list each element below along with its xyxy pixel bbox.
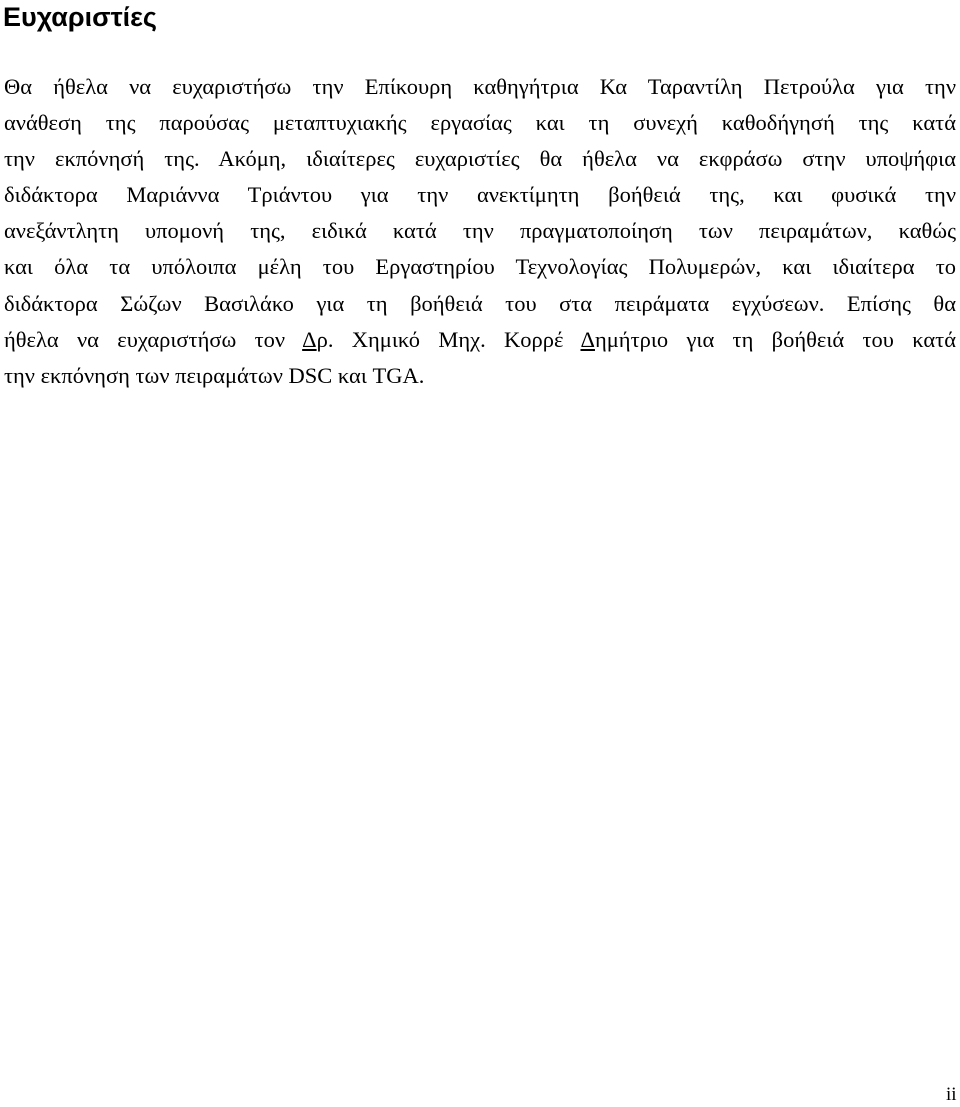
paragraph-line-6: και όλα τα υπόλοιπα μέλη του Εργαστηρίου Τεχνολογίας Πολυμερών, και ιδιαίτερα το [4, 254, 956, 280]
paragraph-line-5: ανεξάντλητη υπομονή της, ειδικά κατά την πραγματοποίηση των πειραμάτων, καθώς [4, 218, 956, 244]
line-8-text: ρ. Χημικό Μηχ. Κορρέ [316, 326, 581, 352]
paragraph-line-8 [4, 322, 956, 358]
paragraph-line-3: την εκπόνησή της. Ακόμη, ιδιαίτερες ευχαριστίες θα ήθελα να εκφράσω στην υποψήφια [4, 146, 956, 172]
underlined-letter: Δ [302, 326, 317, 352]
line-8-text: ήθελα να ευχαριστήσω τον [4, 326, 303, 352]
paragraph-line-1: Θα ήθελα να ευχαριστήσω την Επίκουρη καθηγήτρια Κα Ταραντίλη Πετρούλα για την [4, 74, 956, 99]
underlined-letter: Δ [580, 326, 595, 352]
acknowledgements-paragraph [4, 69, 956, 394]
paragraph-line-7: διδάκτορα Σώζων Βασιλάκο για τη βοήθειά του στα πειράματα εγχύσεων. Επίσης θα [4, 290, 956, 316]
line-8-text: ημήτριο για τη βοήθειά του κατά [594, 326, 956, 352]
paragraph-line-2: ανάθεση της παρούσας μεταπτυχιακής εργασίας και τη συνεχή καθοδήγησή της κατά [4, 110, 956, 136]
paragraph-line-4: διδάκτορα Μαριάννα Τριάντου για την ανεκτίμητη βοήθειά της, και φυσικά την [4, 182, 956, 208]
page-number: ii [946, 1084, 957, 1105]
paragraph-line-9: την εκπόνηση των πειραμάτων DSC και TGA. [4, 362, 425, 388]
page-title: Ευχαριστίες [3, 2, 157, 32]
